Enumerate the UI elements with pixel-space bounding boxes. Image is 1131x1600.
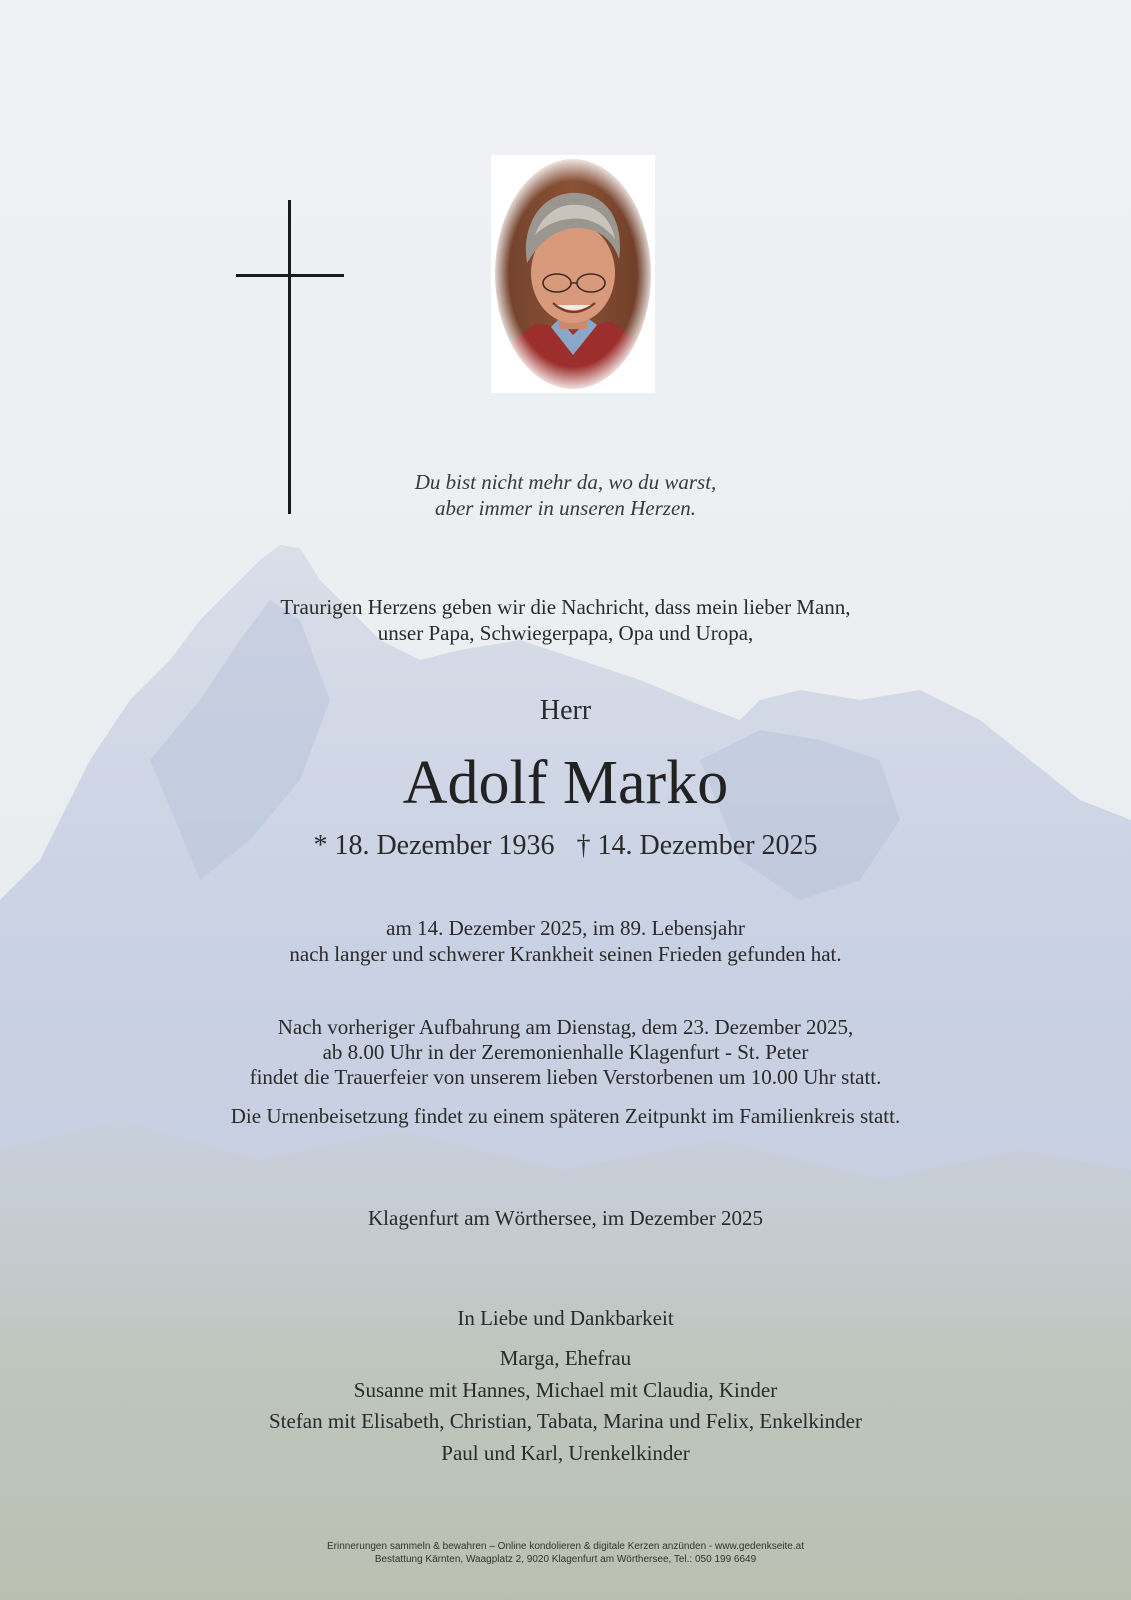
ceremony-details bbox=[0, 1015, 1131, 1090]
footer bbox=[0, 1540, 1131, 1566]
signoff: In Liebe und Dankbarkeit bbox=[457, 1306, 674, 1330]
family-member-line: Paul und Karl, Urenkelkinder bbox=[441, 1440, 690, 1465]
death-date: † 14. Dezember 2025 bbox=[576, 830, 818, 861]
birth-date: * 18. Dezember 1936 bbox=[313, 830, 555, 861]
cross-icon bbox=[236, 200, 344, 514]
death-notice-text bbox=[0, 915, 1131, 967]
deceased-name: Adolf Marko bbox=[402, 749, 729, 817]
death-text-line-2: nach langer und schwerer Krankheit seinen Frieden gefunden hat. bbox=[289, 942, 842, 966]
family-member-line: Stefan mit Elisabeth, Christian, Tabata, Marina und Felix, Enkelkinder bbox=[268, 1409, 862, 1433]
announcement-intro bbox=[0, 594, 1131, 646]
footer-line-2: Bestattung Kärnten, Waagplatz 2, 9020 Klagenfurt am Wörthersee, Tel.: 050 199 6649 bbox=[374, 1554, 757, 1565]
portrait-photo bbox=[491, 155, 655, 393]
quote-line-2: aber immer in unseren Herzen. bbox=[434, 496, 697, 520]
memorial-quote bbox=[0, 469, 1131, 521]
family-list bbox=[0, 1343, 1131, 1469]
place-and-date: Klagenfurt am Wörthersee, im Dezember 2025 bbox=[368, 1206, 763, 1230]
life-dates bbox=[0, 829, 1131, 863]
death-text-line-1: am 14. Dezember 2025, im 89. Lebensjahr bbox=[386, 916, 745, 940]
ceremony-line-2: ab 8.00 Uhr in der Zeremonienhalle Klagenfurt - St. Peter bbox=[322, 1040, 809, 1064]
ceremony-line-1: Nach vorheriger Aufbahrung am Dienstag, dem 23. Dezember 2025, bbox=[277, 1015, 854, 1039]
intro-line-1: Traurigen Herzens geben wir die Nachricht, dass mein lieber Mann, bbox=[280, 595, 851, 619]
ceremony-line-3: findet die Trauerfeier von unserem lieben Verstorbenen um 10.00 Uhr statt. bbox=[249, 1065, 882, 1089]
family-member-line: Susanne mit Hannes, Michael mit Claudia, Kinder bbox=[353, 1377, 778, 1402]
quote-line-1: Du bist nicht mehr da, wo du warst, bbox=[414, 470, 717, 494]
intro-line-2: unser Papa, Schwiegerpapa, Opa und Uropa, bbox=[377, 621, 754, 645]
salutation: Herr bbox=[539, 695, 592, 726]
family-member-line: Marga, Ehefrau bbox=[499, 1346, 632, 1370]
footer-line-1: Erinnerungen sammeln & bewahren – Online kondolieren & digitale Kerzen anzünden - www.gedenkseite.at bbox=[327, 1541, 804, 1552]
urn-burial-note: Die Urnenbeisetzung findet zu einem späteren Zeitpunkt im Familienkreis statt. bbox=[230, 1104, 901, 1128]
